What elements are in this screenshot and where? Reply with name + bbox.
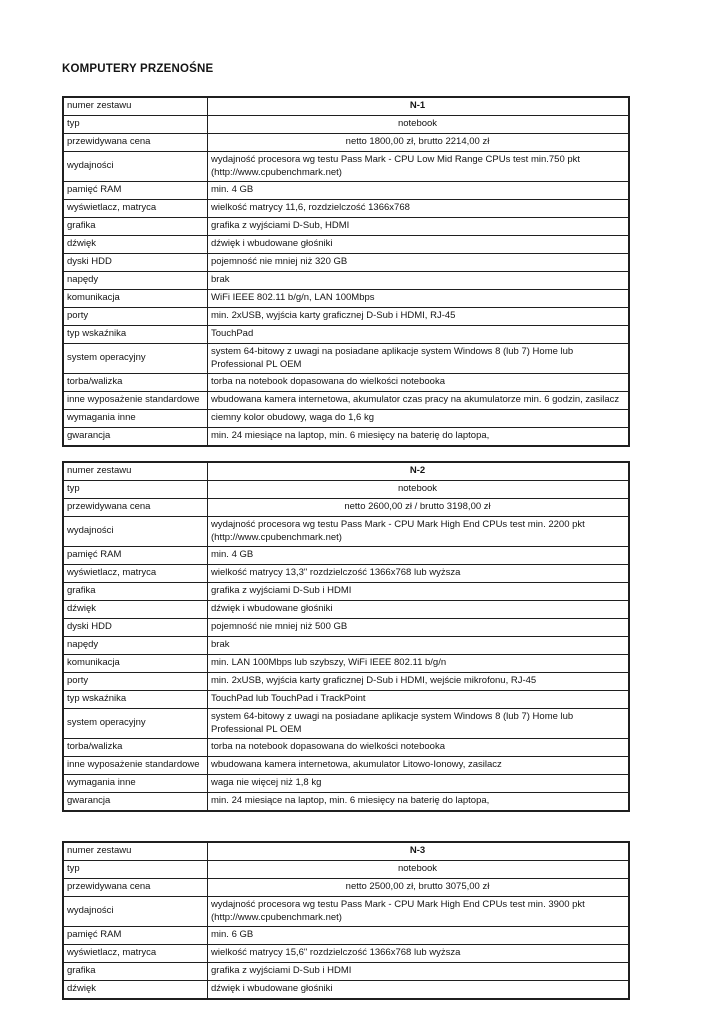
row-label: numer zestawu <box>63 97 208 116</box>
row-label: torba/walizka <box>63 374 208 392</box>
row-value: brak <box>208 637 630 655</box>
row-value: wbudowana kamera internetowa, akumulator Litowo-Ionowy, zasilacz <box>208 757 630 775</box>
spec-table-n-2 <box>62 461 630 812</box>
row-label: wyświetlacz, matryca <box>63 945 208 963</box>
row-label: wyświetlacz, matryca <box>63 565 208 583</box>
row-label: typ wskaźnika <box>63 691 208 709</box>
page-title: KOMPUTERY PRZENOŚNE <box>62 63 214 75</box>
row-value: TouchPad <box>208 326 630 344</box>
row-label: typ <box>63 116 208 134</box>
row-label: inne wyposażenie standardowe <box>63 757 208 775</box>
row-value: netto 1800,00 zł, brutto 2214,00 zł <box>208 134 630 152</box>
table-row <box>63 392 629 410</box>
row-label: typ <box>63 861 208 879</box>
table-row <box>63 601 629 619</box>
row-value: torba na notebook dopasowana do wielkości notebooka <box>208 374 630 392</box>
table-row <box>63 236 629 254</box>
row-value: brak <box>208 272 630 290</box>
table-row <box>63 757 629 775</box>
spec-table-n-1 <box>62 96 630 447</box>
table-row <box>63 152 629 182</box>
table-row <box>63 793 629 812</box>
row-label: porty <box>63 673 208 691</box>
table-row <box>63 547 629 565</box>
table-row <box>63 410 629 428</box>
table-row <box>63 945 629 963</box>
row-label: wydajności <box>63 517 208 547</box>
row-label: numer zestawu <box>63 462 208 481</box>
row-label: grafika <box>63 583 208 601</box>
row-label: porty <box>63 308 208 326</box>
row-value: wydajność procesora wg testu Pass Mark - CPU Mark High End CPUs test min. 2200 pkt (http://www.cpubenchmark.net) <box>208 517 630 547</box>
table-row <box>63 499 629 517</box>
table-row <box>63 709 629 739</box>
row-label: pamięć RAM <box>63 547 208 565</box>
row-label: dyski HDD <box>63 254 208 272</box>
row-label: system operacyjny <box>63 344 208 374</box>
table-row <box>63 254 629 272</box>
row-label: wyświetlacz, matryca <box>63 200 208 218</box>
row-label: dźwięk <box>63 236 208 254</box>
row-value: dźwięk i wbudowane głośniki <box>208 981 630 1000</box>
table-row <box>63 897 629 927</box>
table-row <box>63 637 629 655</box>
table-row <box>63 879 629 897</box>
row-value: ciemny kolor obudowy, waga do 1,6 kg <box>208 410 630 428</box>
row-label: napędy <box>63 637 208 655</box>
row-value: dźwięk i wbudowane głośniki <box>208 601 630 619</box>
row-label: grafika <box>63 218 208 236</box>
row-value: N-1 <box>208 97 630 116</box>
table-row <box>63 374 629 392</box>
spec-tables-container <box>62 96 630 1000</box>
spec-table-n-3 <box>62 841 630 1000</box>
row-label: wymagania inne <box>63 410 208 428</box>
table-row <box>63 116 629 134</box>
table-row <box>63 775 629 793</box>
table-row <box>63 691 629 709</box>
table-row <box>63 182 629 200</box>
row-value: N-3 <box>208 842 630 861</box>
row-label: torba/walizka <box>63 739 208 757</box>
row-label: napędy <box>63 272 208 290</box>
row-value: pojemność nie mniej niż 320 GB <box>208 254 630 272</box>
table-row <box>63 97 629 116</box>
row-label: numer zestawu <box>63 842 208 861</box>
row-label: pamięć RAM <box>63 182 208 200</box>
table-row <box>63 565 629 583</box>
row-value: min. 24 miesiące na laptop, min. 6 miesięcy na baterię do laptopa, <box>208 428 630 447</box>
row-label: dźwięk <box>63 981 208 1000</box>
table-row <box>63 583 629 601</box>
row-label: typ wskaźnika <box>63 326 208 344</box>
row-value: system 64-bitowy z uwagi na posiadane aplikacje system Windows 8 (lub 7) Home lub Professional PL OEM <box>208 709 630 739</box>
row-value: wbudowana kamera internetowa, akumulator czas pracy na akumulatorze min. 6 godzin, zasilacz <box>208 392 630 410</box>
row-value: min. 6 GB <box>208 927 630 945</box>
table-row <box>63 218 629 236</box>
table-row <box>63 981 629 1000</box>
table-row <box>63 655 629 673</box>
table-row <box>63 842 629 861</box>
table-row <box>63 200 629 218</box>
row-value: grafika z wyjściami D-Sub i HDMI <box>208 583 630 601</box>
table-row <box>63 517 629 547</box>
table-row <box>63 428 629 447</box>
row-value: notebook <box>208 116 630 134</box>
row-label: inne wyposażenie standardowe <box>63 392 208 410</box>
row-value: min. 4 GB <box>208 547 630 565</box>
row-value: wielkość matrycy 11,6, rozdzielczość 1366x768 <box>208 200 630 218</box>
table-row <box>63 673 629 691</box>
row-value: grafika z wyjściami D-Sub i HDMI <box>208 963 630 981</box>
row-value: min. 4 GB <box>208 182 630 200</box>
row-label: gwarancja <box>63 428 208 447</box>
table-row <box>63 739 629 757</box>
row-label: komunikacja <box>63 655 208 673</box>
row-label: komunikacja <box>63 290 208 308</box>
row-value: netto 2600,00 zł / brutto 3198,00 zł <box>208 499 630 517</box>
row-value: min. 2xUSB, wyjścia karty graficznej D-Sub i HDMI, wejście mikrofonu, RJ-45 <box>208 673 630 691</box>
table-row <box>63 272 629 290</box>
table-row <box>63 326 629 344</box>
row-value: wielkość matrycy 13,3" rozdzielczość 1366x768 lub wyższa <box>208 565 630 583</box>
row-value: grafika z wyjściami D-Sub, HDMI <box>208 218 630 236</box>
table-row <box>63 963 629 981</box>
row-label: system operacyjny <box>63 709 208 739</box>
row-label: przewidywana cena <box>63 499 208 517</box>
row-value: pojemność nie mniej niż 500 GB <box>208 619 630 637</box>
row-value: wydajność procesora wg testu Pass Mark - CPU Low Mid Range CPUs test min.750 pkt (http://www.cpubenchmark.net) <box>208 152 630 182</box>
row-value: min. LAN 100Mbps lub szybszy, WiFi IEEE 802.11 b/g/n <box>208 655 630 673</box>
row-label: typ <box>63 481 208 499</box>
row-label: gwarancja <box>63 793 208 812</box>
row-value: system 64-bitowy z uwagi na posiadane aplikacje system Windows 8 (lub 7) Home lub Professional PL OEM <box>208 344 630 374</box>
row-label: przewidywana cena <box>63 879 208 897</box>
row-label: wydajności <box>63 152 208 182</box>
row-value: WiFi IEEE 802.11 b/g/n, LAN 100Mbps <box>208 290 630 308</box>
row-label: dźwięk <box>63 601 208 619</box>
table-row <box>63 481 629 499</box>
table-row <box>63 290 629 308</box>
table-row <box>63 344 629 374</box>
row-label: dyski HDD <box>63 619 208 637</box>
table-row <box>63 927 629 945</box>
row-label: grafika <box>63 963 208 981</box>
row-value: waga nie więcej niż 1,8 kg <box>208 775 630 793</box>
row-value: wydajność procesora wg testu Pass Mark - CPU Mark High End CPUs test min. 3900 pkt (http://www.cpubenchmark.net) <box>208 897 630 927</box>
table-row <box>63 619 629 637</box>
row-value: notebook <box>208 861 630 879</box>
table-row <box>63 861 629 879</box>
row-label: przewidywana cena <box>63 134 208 152</box>
row-value: TouchPad lub TouchPad i TrackPoint <box>208 691 630 709</box>
table-row <box>63 134 629 152</box>
row-label: wydajności <box>63 897 208 927</box>
table-row <box>63 308 629 326</box>
row-value: dźwięk i wbudowane głośniki <box>208 236 630 254</box>
row-value: wielkość matrycy 15,6" rozdzielczość 1366x768 lub wyższa <box>208 945 630 963</box>
row-label: wymagania inne <box>63 775 208 793</box>
row-value: notebook <box>208 481 630 499</box>
row-label: pamięć RAM <box>63 927 208 945</box>
row-value: min. 2xUSB, wyjścia karty graficznej D-Sub i HDMI, RJ-45 <box>208 308 630 326</box>
row-value: torba na notebook dopasowana do wielkości notebooka <box>208 739 630 757</box>
row-value: N-2 <box>208 462 630 481</box>
row-value: min. 24 miesiące na laptop, min. 6 miesięcy na baterię do laptopa, <box>208 793 630 812</box>
row-value: netto 2500,00 zł, brutto 3075,00 zł <box>208 879 630 897</box>
table-row <box>63 462 629 481</box>
